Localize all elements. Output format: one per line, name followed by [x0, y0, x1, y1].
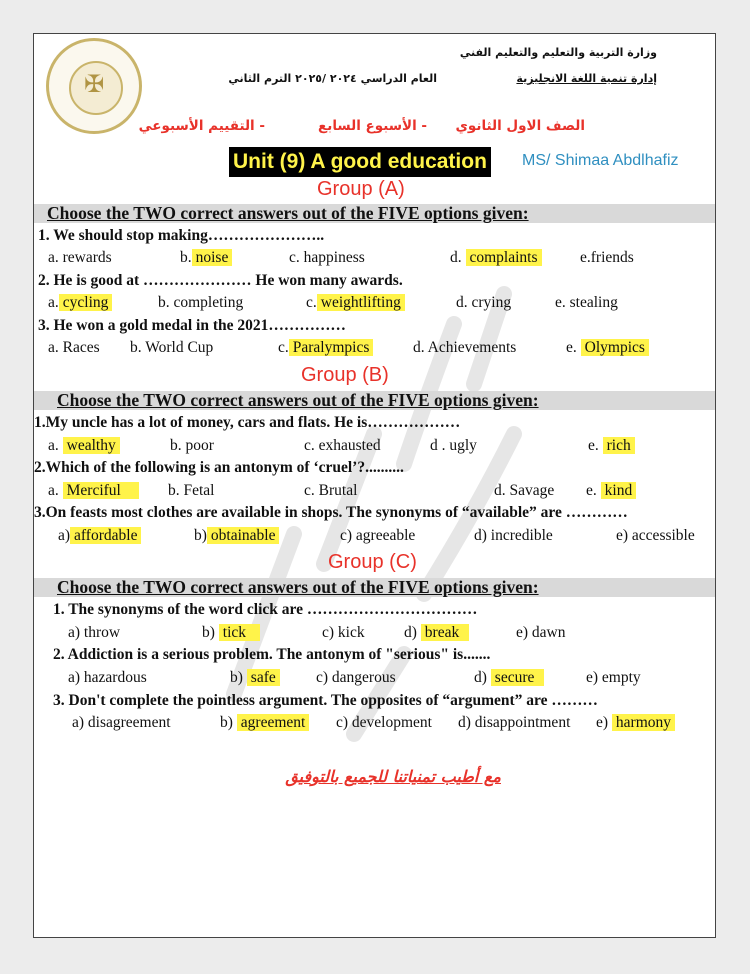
question-b1: 1.My uncle has a lot of money, cars and flats. He is………………	[34, 414, 461, 431]
option-correct: e. rich	[588, 437, 635, 455]
option-correct: e) harmony	[596, 714, 675, 732]
group-b-title: Group (B)	[301, 364, 389, 386]
question-c3: 3. Don't complete the pointless argument. The opposites of “argument” are ………	[53, 692, 598, 709]
option-correct: c. Paralympics	[278, 339, 373, 357]
option-correct: b) tick	[202, 624, 260, 642]
option-correct: a. wealthy	[48, 437, 120, 455]
option: b. World Cup	[130, 339, 214, 356]
option: c. happiness	[289, 249, 365, 266]
option: b. Fetal	[168, 482, 215, 499]
option: d. Savage	[494, 482, 555, 499]
option-correct: e. Olympics	[566, 339, 649, 357]
option: d) incredible	[474, 527, 553, 544]
option: d. crying	[456, 294, 512, 311]
option: c) dangerous	[316, 669, 396, 686]
option: e.friends	[580, 249, 634, 266]
option: d . ugly	[430, 437, 477, 454]
group-c-title: Group (C)	[328, 551, 417, 573]
question-a2: 2. He is good at ………………… He won many awards.	[38, 272, 403, 289]
option: a. Races	[48, 339, 100, 356]
question-c1: 1. The synonyms of the word click are ……………………………	[53, 601, 478, 618]
group-b-instruction: Choose the TWO correct answers out of the FIVE options given:	[57, 390, 539, 410]
worksheet-page	[33, 33, 716, 938]
option: c) agreeable	[340, 527, 416, 544]
department-name: إدارة تنمية اللغة الانجليزية	[516, 72, 657, 85]
option-correct: c. weightlifting	[306, 294, 405, 312]
option: a) hazardous	[68, 669, 147, 686]
option: c) kick	[322, 624, 365, 641]
option: b. completing	[158, 294, 244, 311]
option: e) accessible	[616, 527, 695, 544]
closing-message: مع أطيب تمنياتنا للجميع بالتوفيق	[285, 767, 501, 786]
option: c) development	[336, 714, 432, 731]
option-correct: e. kind	[586, 482, 636, 500]
academic-year: العام الدراسي ٢٠٢٤ /٢٠٢٥ الترم الثاني	[228, 72, 437, 85]
option: c. exhausted	[304, 437, 381, 454]
group-a-title: Group (A)	[317, 178, 405, 200]
teacher-name: MS/ Shimaa Abdlhafiz	[522, 152, 679, 169]
option-correct: a) affordable	[58, 527, 141, 545]
week-label: - الأسبوع السابع	[318, 118, 427, 134]
ministry-name: وزارة التربية والتعليم والتعليم الفني	[459, 46, 657, 59]
option: a. rewards	[48, 249, 112, 266]
option-correct: d) secure	[474, 669, 544, 687]
question-b3: 3.On feasts most clothes are available in shops. The synonyms of “available” are …………	[34, 504, 628, 521]
option: a) throw	[68, 624, 121, 641]
group-a-instruction: Choose the TWO correct answers out of the FIVE options given:	[47, 203, 529, 223]
assessment-label: - التقييم الأسبوعي	[138, 118, 265, 134]
question-c2: 2. Addiction is a serious problem. The antonym of "serious" is.......	[53, 646, 491, 663]
option-correct: d) break	[404, 624, 469, 642]
option: d. Achievements	[413, 339, 517, 356]
option-correct: d. complaints	[450, 249, 542, 267]
option: e. stealing	[555, 294, 618, 311]
option-correct: a. Merciful	[48, 482, 139, 500]
option-correct: a. cycling	[48, 294, 112, 312]
grade-label: الصف الاول الثانوي	[455, 118, 585, 134]
option-correct: b) safe	[230, 669, 280, 687]
question-b2: 2.Which of the following is an antonym of ‘cruel’?..........	[34, 459, 404, 476]
group-c-instruction: Choose the TWO correct answers out of the FIVE options given:	[57, 577, 539, 597]
question-a1: 1. We should stop making…………………..	[38, 227, 325, 244]
option: a) disagreement	[72, 714, 171, 731]
option-correct: b) agreement	[220, 714, 309, 732]
ministry-logo	[46, 38, 142, 134]
option-correct: b. noise	[180, 249, 232, 267]
unit-title: Unit (9) A good education	[229, 147, 491, 177]
option-correct: b) obtainable	[194, 527, 279, 545]
option: c. Brutal	[304, 482, 358, 499]
option: b. poor	[170, 437, 214, 454]
option: e) dawn	[516, 624, 566, 641]
option: d) disappointment	[458, 714, 571, 731]
question-a3: 3. He won a gold medal in the 2021……………	[38, 317, 346, 334]
option: e) empty	[586, 669, 641, 686]
eagle-emblem-icon: ✠	[83, 70, 105, 98]
